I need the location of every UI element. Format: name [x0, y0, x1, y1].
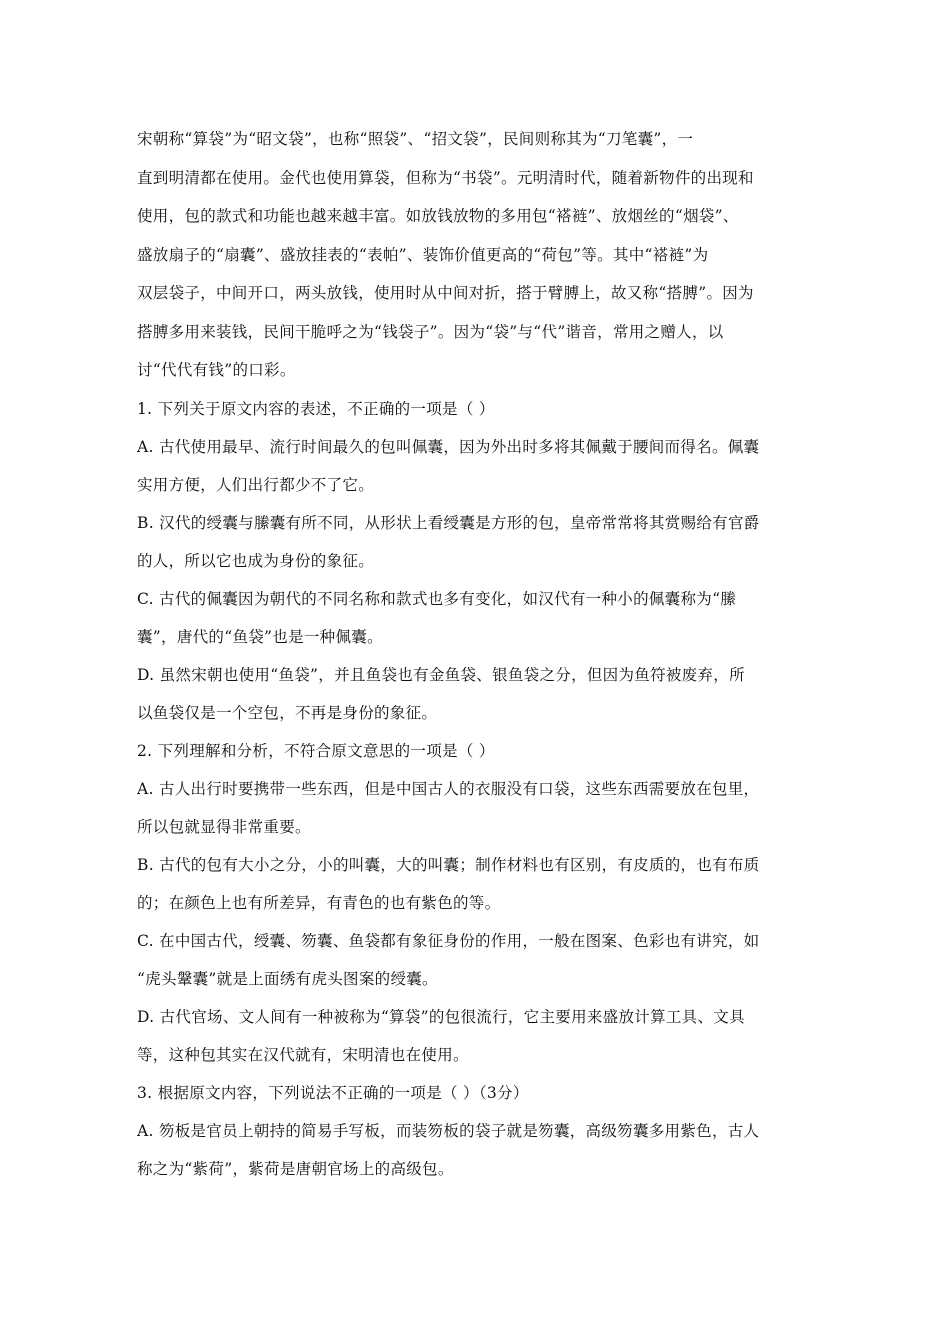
option-line: A. 古代使用最早、流行时间最久的包叫佩囊，因为外出时多将其佩戴于腰间而得名。佩囊: [137, 437, 760, 456]
question-stem: 2. 下列理解和分析，不符合原文意思的一项是（ ）: [137, 741, 495, 760]
option-line: 实用方便，人们出行都少不了它。: [137, 475, 375, 494]
option-a: [137, 770, 813, 846]
option-line: C. 古代的佩囊因为朝代的不同名称和款式也多有变化，如汉代有一种小的佩囊称为“縢: [137, 589, 737, 608]
passage-line: 讨“代代有钱”的口彩。: [137, 361, 296, 379]
option-d: [137, 656, 813, 732]
option-line: 称之为“紫荷”，紫荷是唐朝官场上的高级包。: [137, 1159, 454, 1178]
question-stem: 1. 下列关于原文内容的表述，不正确的一项是（ ）: [137, 399, 495, 418]
option-line: “虎头鞶囊”就是上面绣有虎头图案的绶囊。: [137, 969, 438, 988]
option-line: D. 古代官场、文人间有一种被称为“算袋”的包很流行，它主要用来盛放计算工具、文具: [137, 1007, 745, 1026]
option-line: 囊”，唐代的“鱼袋”也是一种佩囊。: [137, 627, 383, 646]
question-1: [137, 390, 813, 732]
option-c: [137, 580, 813, 656]
option-line: 等，这种包其实在汉代就有，宋明清也在使用。: [137, 1045, 469, 1064]
passage-line: 使用，包的款式和功能也越来越丰富。如放钱放物的多用包“褡裢”、放烟丝的“烟袋”、: [137, 207, 739, 225]
passage-line: 双层袋子，中间开口，两头放钱，使用时从中间对折，搭于臂膊上，故又称“搭膊”。因为: [137, 284, 754, 302]
option-line: 的人，所以它也成为身份的象征。: [137, 551, 375, 570]
option-line: A. 笏板是官员上朝持的简易手写板，而装笏板的袋子就是笏囊，高级笏囊多用紫色，古人: [137, 1121, 760, 1140]
option-line: B. 汉代的绶囊与縢囊有所不同，从形状上看绶囊是方形的包，皇帝常常将其赏赐给有官爵: [137, 513, 760, 532]
question-stem: 3. 根据原文内容，下列说法不正确的一项是（ ）（3分）: [137, 1083, 529, 1102]
option-b: [137, 846, 813, 922]
option-a: [137, 1112, 813, 1188]
question-2: [137, 732, 813, 1074]
passage-paragraph: [137, 120, 813, 390]
option-line: D. 虽然宋朝也使用“鱼袋”，并且鱼袋也有金鱼袋、银鱼袋之分，但因为鱼符被废弃，所: [137, 665, 745, 684]
passage-line: 宋朝称“算袋”为“昭文袋”，也称“照袋”、“招文袋”，民间则称其为“刀笔囊”，一: [137, 130, 694, 148]
passage-line: 直到明清都在使用。金代也使用算袋，但称为“书袋”。元明清时代，随着新物件的出现和: [137, 168, 754, 187]
passage-line: 盛放扇子的“扇囊”、盛放挂表的“表帕”、装饰价值更高的“荷包”等。其中“褡裢”为: [137, 245, 709, 264]
option-line: C. 在中国古代，绶囊、笏囊、鱼袋都有象征身份的作用，一般在图案、色彩也有讲究，如: [137, 931, 760, 950]
option-line: B. 古代的包有大小之分，小的叫囊，大的叫囊；制作材料也有区别，有皮质的，也有布质: [137, 855, 760, 874]
option-d: [137, 998, 813, 1074]
document-body: [137, 120, 813, 1188]
passage-line: 搭膊多用来装钱，民间干脆呼之为“钱袋子”。因为“袋”与“代”谐音，常用之赠人，以: [137, 322, 724, 341]
option-line: A. 古人出行时要携带一些东西，但是中国古人的衣服没有口袋，这些东西需要放在包里，: [137, 779, 760, 798]
option-line: 以鱼袋仅是一个空包，不再是身份的象征。: [137, 703, 438, 722]
option-c: [137, 922, 813, 998]
option-line: 所以包就显得非常重要。: [137, 817, 311, 836]
option-b: [137, 504, 813, 580]
option-a: [137, 428, 813, 504]
option-line: 的；在颜色上也有所差异，有青色的也有紫色的等。: [137, 893, 501, 912]
question-3: [137, 1074, 813, 1188]
